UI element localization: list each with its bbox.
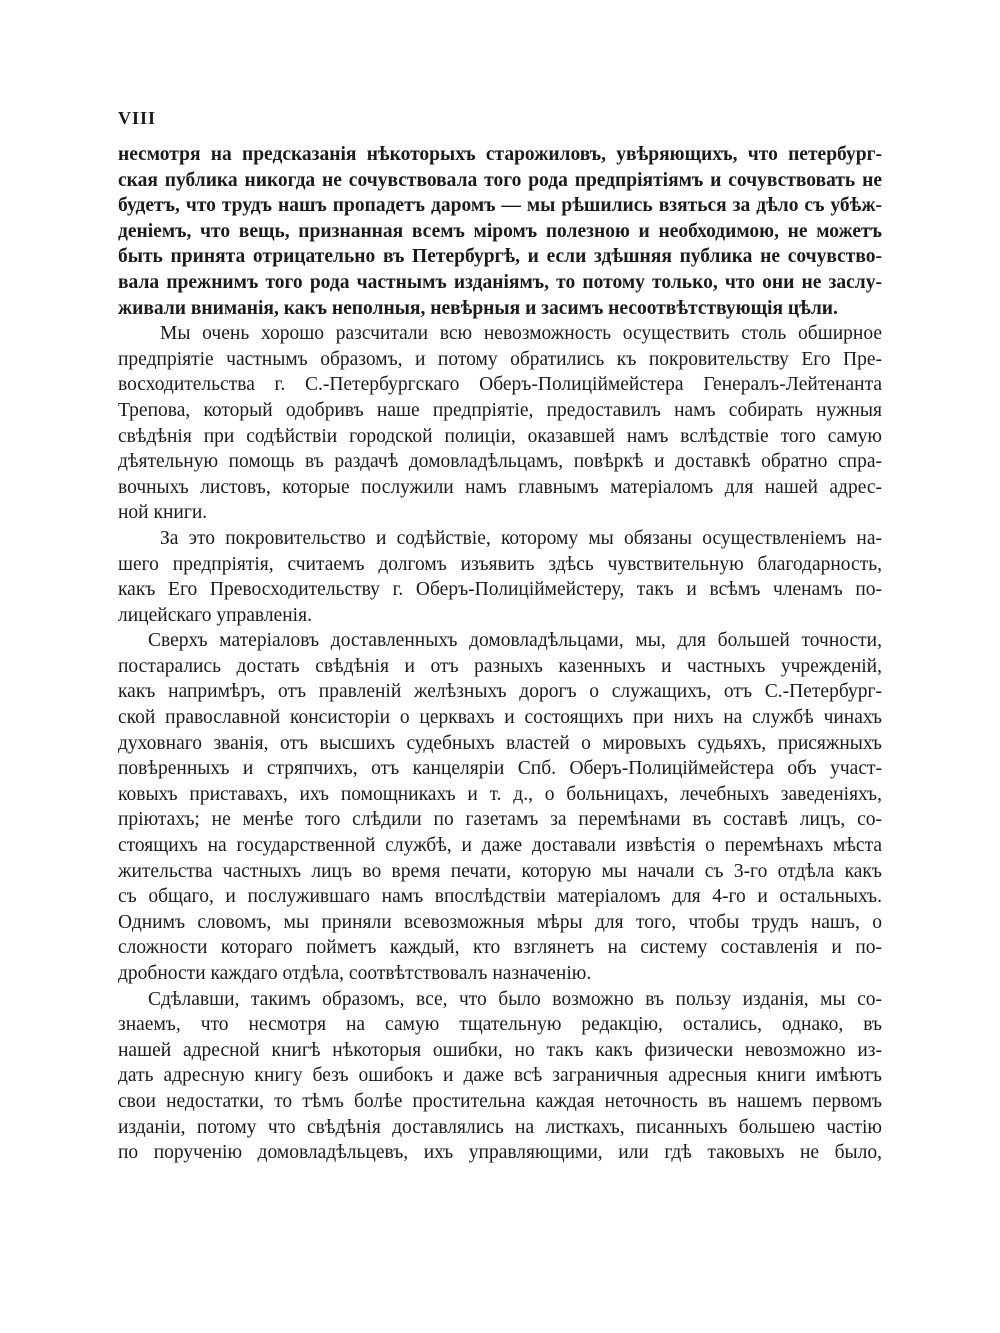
text-line: деніемъ, что вещь, признанная всемъ міромъ полезною и необходимою, не можетъ (118, 220, 882, 242)
paragraph-5 (118, 987, 882, 1166)
text-line: свѣдѣнія при содѣйствіи городской полиціи, оказавшей намъ вслѣдствіе того самую (118, 425, 882, 447)
text-line: пріютахъ; не менѣе того слѣдили по газетамъ за перемѣнами въ составѣ лицъ, со- (118, 809, 882, 831)
text-line: шего предпріятія, считаемъ долгомъ изъявить здѣсь чувствительную благодарность, (118, 553, 882, 575)
text-line: ковыхъ приставахъ, ихъ помощникахъ и т. д., о больницахъ, лечебныхъ заведеніяхъ, (118, 783, 882, 805)
text-line: дать адресную книгу безъ ошибокъ и даже всѣ заграничныя адресныя книги имѣютъ (118, 1065, 882, 1087)
text-line: стоящихъ на государственной службѣ, и даже доставали извѣстія о перемѣнахъ мѣста (118, 835, 882, 857)
text-line: нашей адресной книгѣ нѣкоторыя ошибки, но такъ какъ физически невозможно из- (118, 1039, 882, 1061)
text-line: дѣятельную помощь въ раздачѣ домовладѣльцамъ, повѣркѣ и доставкѣ обратно спра- (118, 451, 882, 473)
text-line: по порученію домовладѣльцевъ, ихъ управляющими, или гдѣ таковыхъ не было, (118, 1142, 882, 1164)
text-line: свои недостатки, то тѣмъ болѣе простительна каждая неточность въ нашемъ первомъ (118, 1090, 882, 1112)
text-line: знаемъ, что несмотря на самую тщательную редакцію, остались, однако, въ (118, 1014, 882, 1036)
text-line: духовнаго званія, отъ высшихъ судебныхъ властей о мировыхъ судьяхъ, присяжныхъ (118, 732, 882, 754)
text-line: ской православной консисторіи о церквахъ и состоящихъ при нихъ на службѣ чинахъ (118, 707, 882, 729)
text-line: живали вниманія, какъ неполныя, невѣрныя и засимъ несоотвѣтствующія цѣли. (118, 297, 838, 319)
text-line: ская публика никогда не сочувствовала того рода предпріятіямъ и сочувствовать не (118, 169, 882, 191)
paragraph-1 (118, 142, 882, 321)
text-line: Однимъ словомъ, мы приняли всевозможныя мѣры для того, чтобы трудъ нашъ, о (118, 911, 882, 933)
text-line: Мы очень хорошо разсчитали всю невозможность осуществить столь обширное (160, 323, 882, 345)
text-line: лицейскаго управленія. (118, 604, 312, 626)
text-line: восходительства г. С.-Петербургскаго Оберъ-Полицiймейстера Генералъ-Лейтенанта (118, 374, 882, 396)
paragraph-3 (118, 526, 882, 628)
text-line: предпріятіе частнымъ образомъ, и потому обратились къ покровительству Его Пре- (118, 348, 882, 370)
text-line: быть принята отрицательно въ Петербургѣ, и если здѣшняя публика не сочувство- (118, 246, 882, 268)
body-text (118, 142, 882, 1166)
text-line: жительства частныхъ лицъ во время печати, которую мы начали съ 3-го отдѣла какъ (118, 860, 882, 882)
text-line: За это покровительство и содѣйствіе, которому мы обязаны осуществленіемъ на- (160, 527, 882, 549)
text-line: Сверхъ матеріаловъ доставленныхъ домовладѣльцами, мы, для большей точности, (148, 630, 882, 652)
paragraph-4 (118, 628, 882, 986)
text-line: дробности каждаго отдѣла, соотвѣтствовалъ назначенію. (118, 963, 592, 984)
page-number: VIII (118, 108, 157, 128)
text-line: ной книги. (118, 502, 208, 524)
text-line: повѣренныхъ и стряпчихъ, отъ канцеляріи Спб. Оберъ-Полицiймейстера объ участ- (118, 758, 882, 780)
text-line: вала прежнимъ того рода частнымъ изданіямъ, то потому только, что они не заслу- (118, 271, 882, 293)
text-line: вочныхъ листовъ, которые послужили намъ главнымъ матеріаломъ для нашей адрес- (118, 476, 882, 498)
text-line: сложности котораго пойметъ каждый, кто взглянетъ на систему составленія и по- (118, 937, 882, 959)
text-line: какъ напримѣръ, отъ правленій желѣзныхъ дорогъ о служащихъ, отъ С.-Петербург- (118, 681, 882, 703)
text-line: съ общаго, и послужившаго намъ впослѣдствіи матеріаломъ для 4-го и остальныхъ. (118, 886, 882, 908)
text-line: будетъ, что трудъ нашъ пропадетъ даромъ — мы рѣшились взяться за дѣло съ убѣж- (118, 195, 882, 217)
text-line: постарались достать свѣдѣнія и отъ разныхъ казенныхъ и частныхъ учрежденій, (118, 655, 882, 677)
text-line: какъ Его Превосходительству г. Оберъ-Полицiймейстеру, такъ и всѣмъ членамъ по- (118, 579, 882, 601)
paragraph-2 (118, 321, 882, 526)
text-line: Сдѣлавши, такимъ образомъ, все, что было возможно въ пользу изданія, мы со- (148, 988, 882, 1010)
text-line: изданіи, потому что свѣдѣнія доставлялись на листкахъ, писанныхъ большею частію (118, 1116, 882, 1138)
text-line: Трепова, который одобривъ наше предпріятіе, предоставилъ намъ собирать нужныя (118, 399, 882, 421)
text-line: несмотря на предсказанія нѣкоторыхъ старожиловъ, увѣряющихъ, что петербург- (118, 144, 882, 165)
